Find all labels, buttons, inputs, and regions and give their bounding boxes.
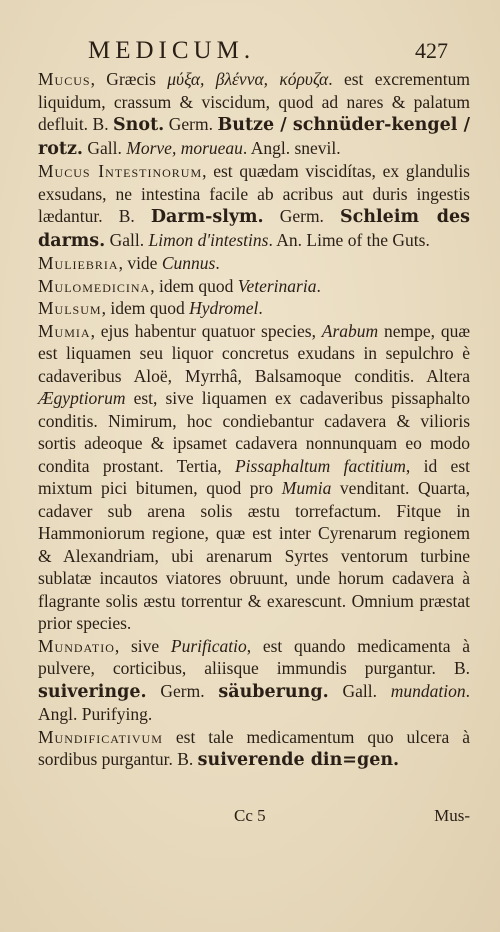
entry-text: , idem quod bbox=[101, 298, 190, 318]
italic-term: Veterinaria bbox=[237, 275, 317, 296]
vernacular-term: säuberung. bbox=[218, 681, 329, 702]
entry-text: est tale medicamentum quo ulcera à sordibus purgantur. B. bbox=[38, 726, 470, 769]
entry-text: . bbox=[215, 253, 220, 273]
vernacular-term: Darm-slym. bbox=[150, 207, 264, 227]
entry-mucus-intestinorum bbox=[38, 160, 470, 252]
entry-text: , vide bbox=[118, 253, 162, 273]
entry-muliebria bbox=[38, 252, 470, 275]
entry-text: . est excrementum liquidum, crassum & viscidum, quod ad nares & palatum defluit. B. bbox=[38, 69, 470, 134]
italic-term: Arabum bbox=[321, 320, 379, 341]
headword: Mulomedicina bbox=[38, 275, 151, 296]
entry-text: . bbox=[258, 298, 263, 318]
entry-text: , Græcis bbox=[90, 69, 168, 89]
vernacular-term: suiveringe. bbox=[38, 681, 147, 702]
entry-mundificativum bbox=[38, 726, 470, 772]
entry-text: Germ. bbox=[164, 114, 218, 134]
italic-term: Cunnus bbox=[161, 253, 216, 273]
entry-text: . bbox=[316, 275, 321, 296]
catchword: Mus- bbox=[434, 806, 470, 825]
entry-text: venditant. Quarta, cadaver sub arena solis æstu torrefactum. Fitque in Hammoniorum regione, quæ est inter Cyrenarum regionem & Alexandriam, ubi arenarum Syrtes ventorum turbine sublatæ incautos viatores obruunt, unde horum cadavera à flagrante solis æstu torrentur & exarescunt. Omnium præstat prior species. bbox=[38, 478, 471, 633]
italic-term: Limon d'intestins bbox=[148, 229, 269, 250]
italic-term: Mumia bbox=[281, 478, 332, 498]
italic-term: Morve, morueau bbox=[126, 137, 243, 158]
italic-term: Hydromel bbox=[189, 298, 259, 318]
entry-text: . Angl. Purifying. bbox=[38, 680, 470, 724]
entry-mundatio bbox=[38, 635, 470, 726]
headword: Mundatio bbox=[38, 635, 115, 656]
italic-term: Purificatio bbox=[170, 635, 247, 656]
headword: Mundificativum bbox=[38, 726, 163, 747]
entry-text: , ejus habentur quatuor species, bbox=[90, 320, 322, 341]
page-number: 427 bbox=[415, 38, 448, 63]
vernacular-term: Butze / schnüder-kengel / rotz. bbox=[38, 115, 470, 159]
headword: Mucus Intestinorum bbox=[38, 161, 203, 181]
entry-text: , est quædam viscidítas, ex glandulis exsudans, ne intestina facile ab acribus aut duris ingestis lædantur. B. bbox=[38, 161, 470, 226]
entry-text: . Angl. snevil. bbox=[242, 137, 341, 158]
entry-text: Gall. bbox=[105, 229, 149, 250]
vernacular-term: Snot. bbox=[113, 115, 165, 135]
italic-term: Pissaphaltum factitium bbox=[234, 455, 406, 476]
entry-text: Germ. bbox=[146, 680, 219, 701]
dictionary-text bbox=[38, 68, 470, 772]
headword: Mumia bbox=[38, 320, 91, 341]
vernacular-term: suiverende din=gen. bbox=[197, 750, 400, 770]
running-head: MEDICUM. bbox=[88, 37, 256, 64]
headword: Muliebria bbox=[38, 253, 119, 273]
entry-text: , idem quod bbox=[150, 275, 238, 296]
entry-text: , est quando medicamenta à pulvere, corticibus, aliisque immundis purgantur. B. bbox=[38, 635, 470, 678]
headword: Mulsum bbox=[38, 298, 102, 318]
entry-text: Germ. bbox=[263, 206, 341, 226]
entry-text: , id est mixtum pici bitumen, quod pro bbox=[38, 455, 470, 498]
page-footer bbox=[38, 806, 470, 830]
italic-term: Ægyptiorum bbox=[38, 388, 126, 408]
entry-text: . An. Lime of the Guts. bbox=[268, 229, 430, 250]
entry-mulomedicina bbox=[38, 275, 470, 298]
entry-text: est, sive liquamen ex cadaveribus pissaphalto conditis. Nimirum, hoc condiebantur cadavera & vilioris sortis adeoque & ipsamet cadavera nonnunquam eo modo condita prostant. Tertia, bbox=[38, 388, 470, 476]
entry-text: Gall. bbox=[328, 680, 391, 701]
entry-mulsum bbox=[38, 297, 470, 320]
entry-mucus bbox=[38, 68, 470, 160]
signature-mark: Cc 5 bbox=[234, 806, 266, 825]
entry-mumia bbox=[38, 320, 470, 635]
italic-term: μύξα, βλέννα, κόρυζα bbox=[167, 69, 329, 89]
italic-term: mundation bbox=[390, 680, 466, 701]
headword: Mucus bbox=[38, 69, 91, 89]
vernacular-term: Schleim des darms. bbox=[38, 207, 470, 251]
entry-text: nempe, quæ est liquamen seu liquor concretus exudans in sepulchro è cadaveribus Aloë, Myrrhâ, Balsamoque conditis. Altera bbox=[38, 320, 470, 386]
page-header bbox=[88, 36, 448, 66]
entry-text: Gall. bbox=[83, 137, 127, 158]
entry-text: , sive bbox=[114, 635, 171, 656]
